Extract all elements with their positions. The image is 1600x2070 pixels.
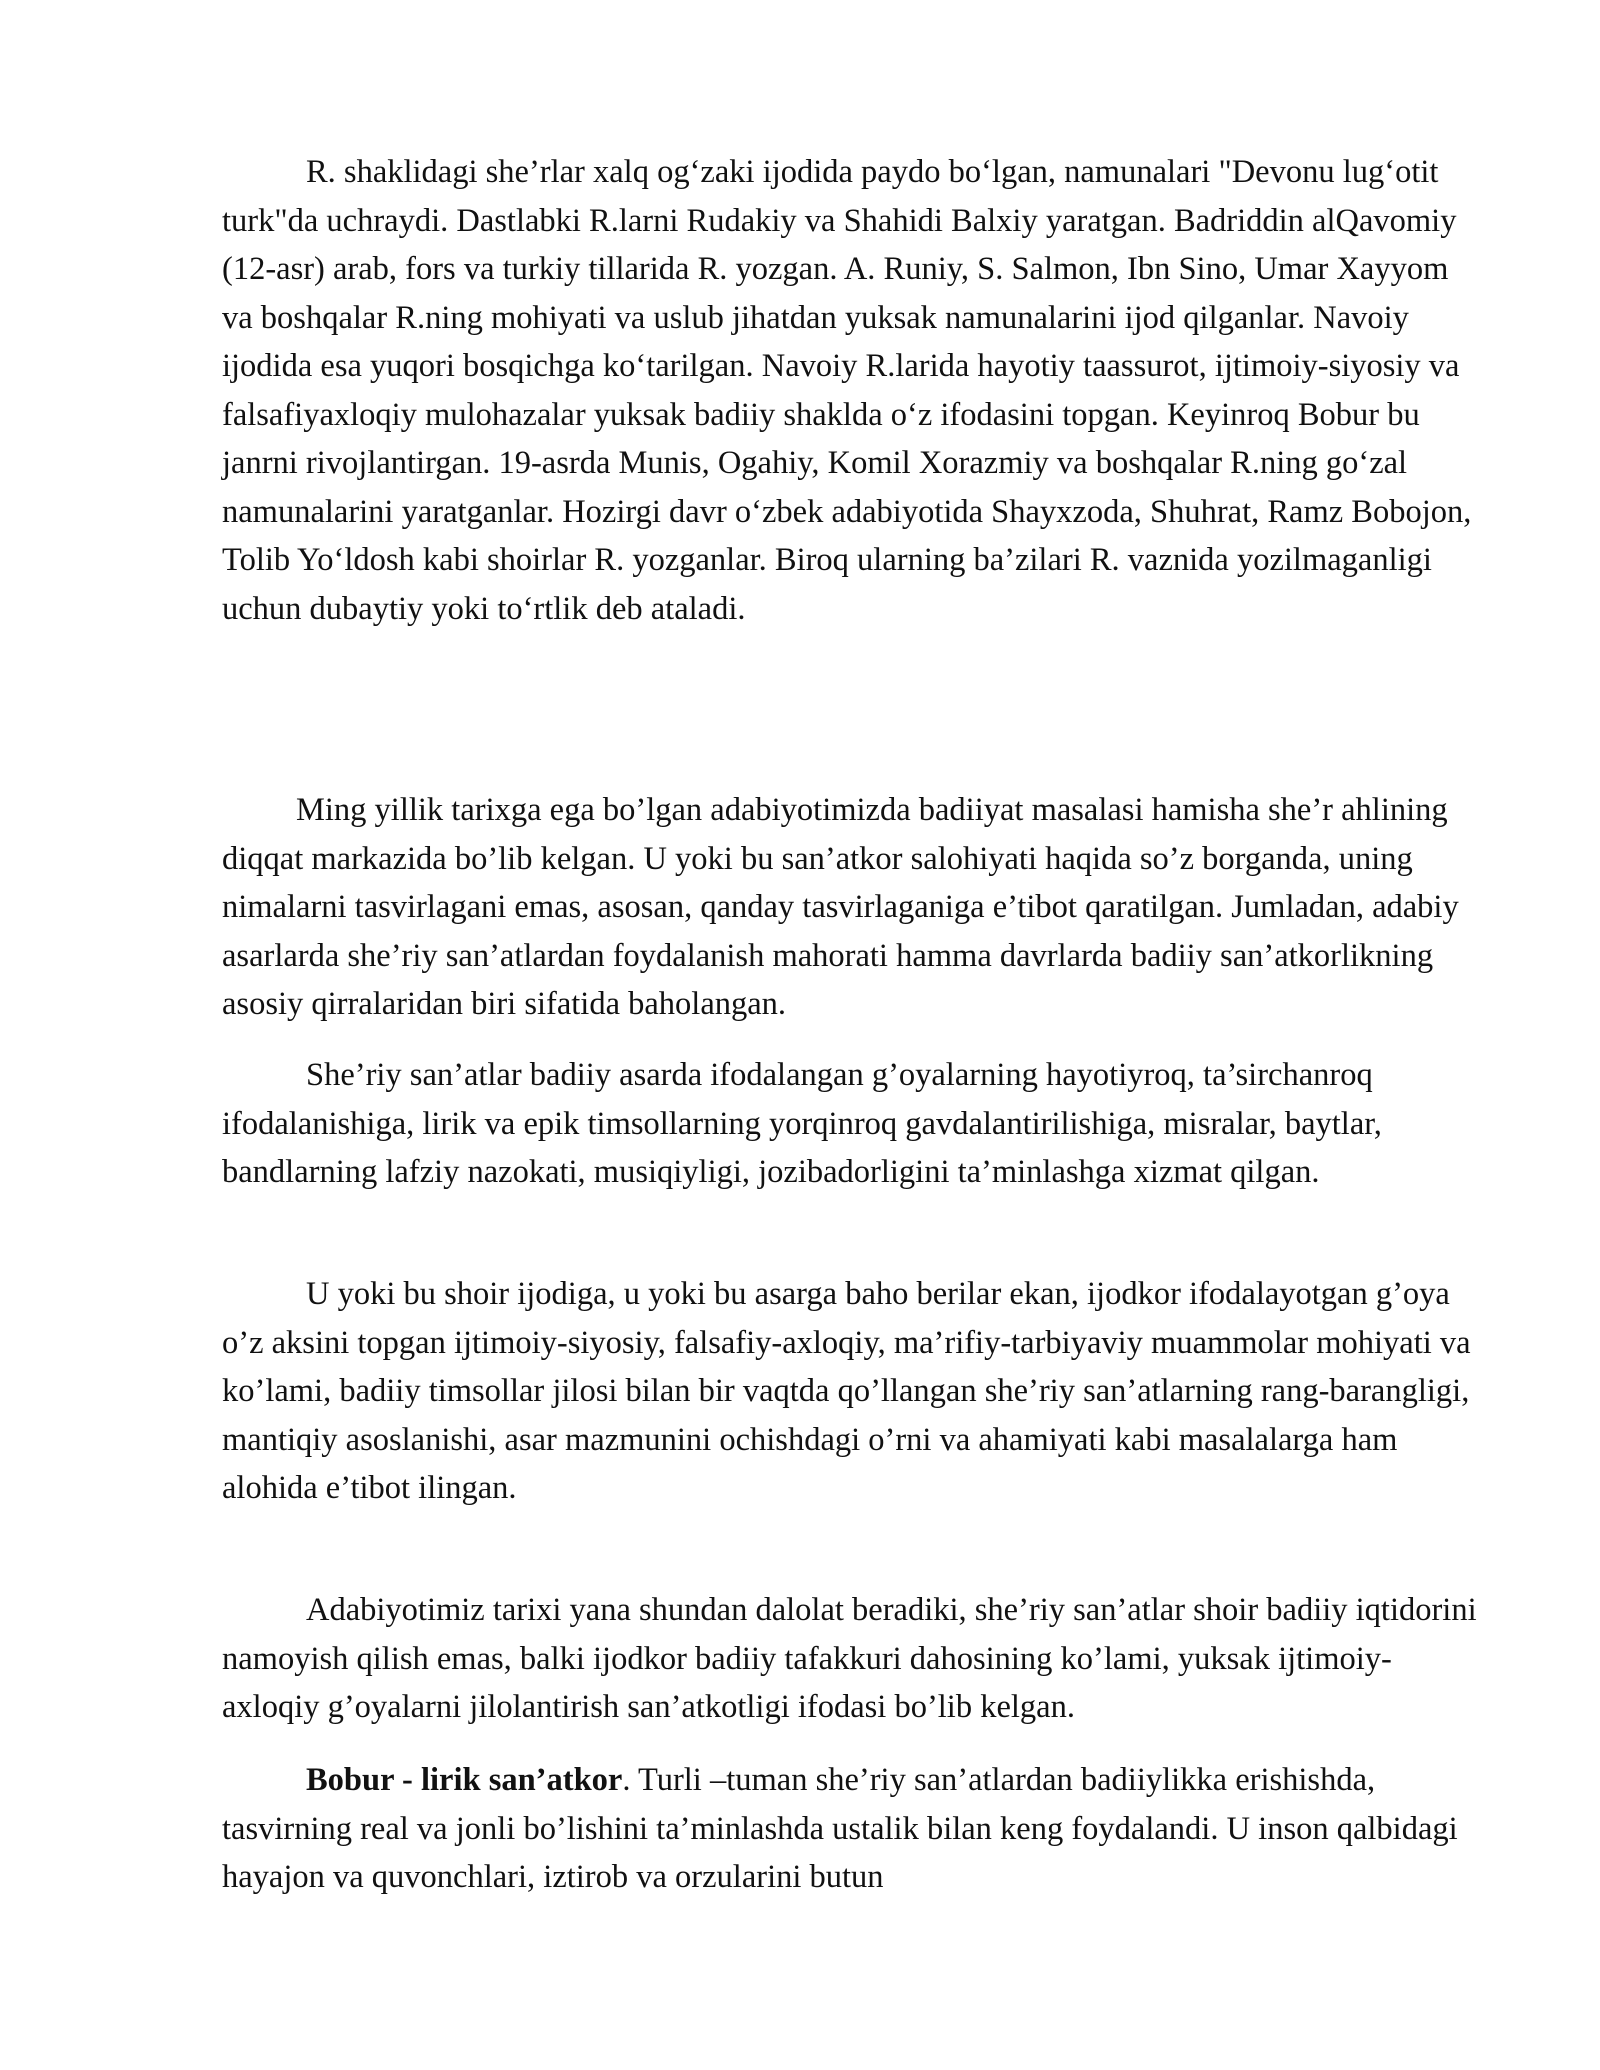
paragraph-badiiyat: Ming yillik tarixga ega bo’lgan adabiyotimizda badiiyat masalasi hamisha she’r ahlining diqqat markazida bo’lib kelgan. U yoki bu san’atkor salohiyati haqida so’z borganda, uning nimalarni tasvirlagani emas, asosan, qanday tasvirlaganiga e’tibot qaratilgan. Jumladan, adabiy asarlarda she’riy san’atlardan foydalanish mahorati hamma davrlarda badiiy san’atkorlikning asosiy qirralaridan biri sifatida baholangan. xyxy=(222,792,1459,1022)
bobur-text: . Turli –tuman she’riy san’atlardan badiiylikka erishishda, tasvirning real va jonli bo’lishini ta’minlashda ustalik bilan keng foydalandi. U inson qalbidagi hayajon va quvonchlari, iztirob va orzularini butun xyxy=(222,1762,1458,1895)
paragraph-bobur xyxy=(222,1756,1482,1902)
paragraph-shoir-ijodi: U yoki bu shoir ijodiga, u yoki bu asarga baho berilar ekan, ijodkor ifodalayotgan g’oya o’z aksini topgan ijtimoiy-siyosiy, falsafiy-axloqiy, ma’rifiy-tarbiyaviy muammolar mohiyati va ko’lami, badiiy timsollar jilosi bilan bir vaqtda qo’llangan she’riy san’atlarning rang-barangligi, mantiqiy asoslanishi, asar mazmunini ochishdagi o’rni va ahamiyati kabi masalalarga ham alohida e’tibot ilingan. xyxy=(222,1276,1471,1506)
paragraph-rubai-history: R. shaklidagi she’rlar xalq og‘zaki ijodida paydo bo‘lgan, namunalari "Devonu lug‘otit turk"da uchraydi. Dastlabki R.larni Rudakiy va Shahidi Balxiy yaratgan. Badriddin alQavomiy (12-asr) arab, fors va turkiy tillarida R. yozgan. A. Runiy, S. Salmon, Ibn Sino, Umar Xayyom va boshqalar R.ning mohiyati va uslub jihatdan yuksak namunalarini ijod qilganlar. Navoiy ijodida esa yuqori bosqichga ko‘tarilgan. Navoiy R.larida hayotiy taassurot, ijtimoiy-siyosiy va falsafiyaxloqiy mulohazalar yuksak badiiy shaklda o‘z ifodasini topgan. Keyinroq Bobur bu janrni rivojlantirgan. 19-asrda Munis, Ogahiy, Komil Xorazmiy va boshqalar R.ning go‘zal namunalarini yaratganlar. Hozirgi davr o‘zbek adabiyotida Shayxzoda, Shuhrat, Ramz Bobojon, Tolib Yo‘ldosh kabi shoirlar R. yozganlar. Biroq ularning ba’zilari R. vaznida yozilmaganligi uchun dubaytiy yoki to‘rtlik deb ataladi. xyxy=(222,154,1472,627)
paragraph-adabiyot-tarixi: Adabiyotimiz tarixi yana shundan dalolat beradiki, she’riy san’atlar shoir badiiy iqtidorini namoyish qilish emas, balki ijodkor badiiy tafakkuri dahosining ko’lami, yuksak ijtimoiy-axloqiy g’oyalarni jilolantirish san’atkotligi ifodasi bo’lib kelgan. xyxy=(222,1592,1477,1725)
bobur-heading: Bobur - lirik san’atkor xyxy=(306,1762,623,1798)
paragraph-sheriy-sanatlar: She’riy san’atlar badiiy asarda ifodalangan g’oyalarning hayotiyroq, ta’sirchanroq ifodalanishiga, lirik va epik timsollarning yorqinroq gavdalantirilishiga, misralar, baytlar, bandlarning lafziy nazokati, musiqiyligi, jozibadorligini ta’minlashga xizmat qilgan. xyxy=(222,1057,1382,1190)
